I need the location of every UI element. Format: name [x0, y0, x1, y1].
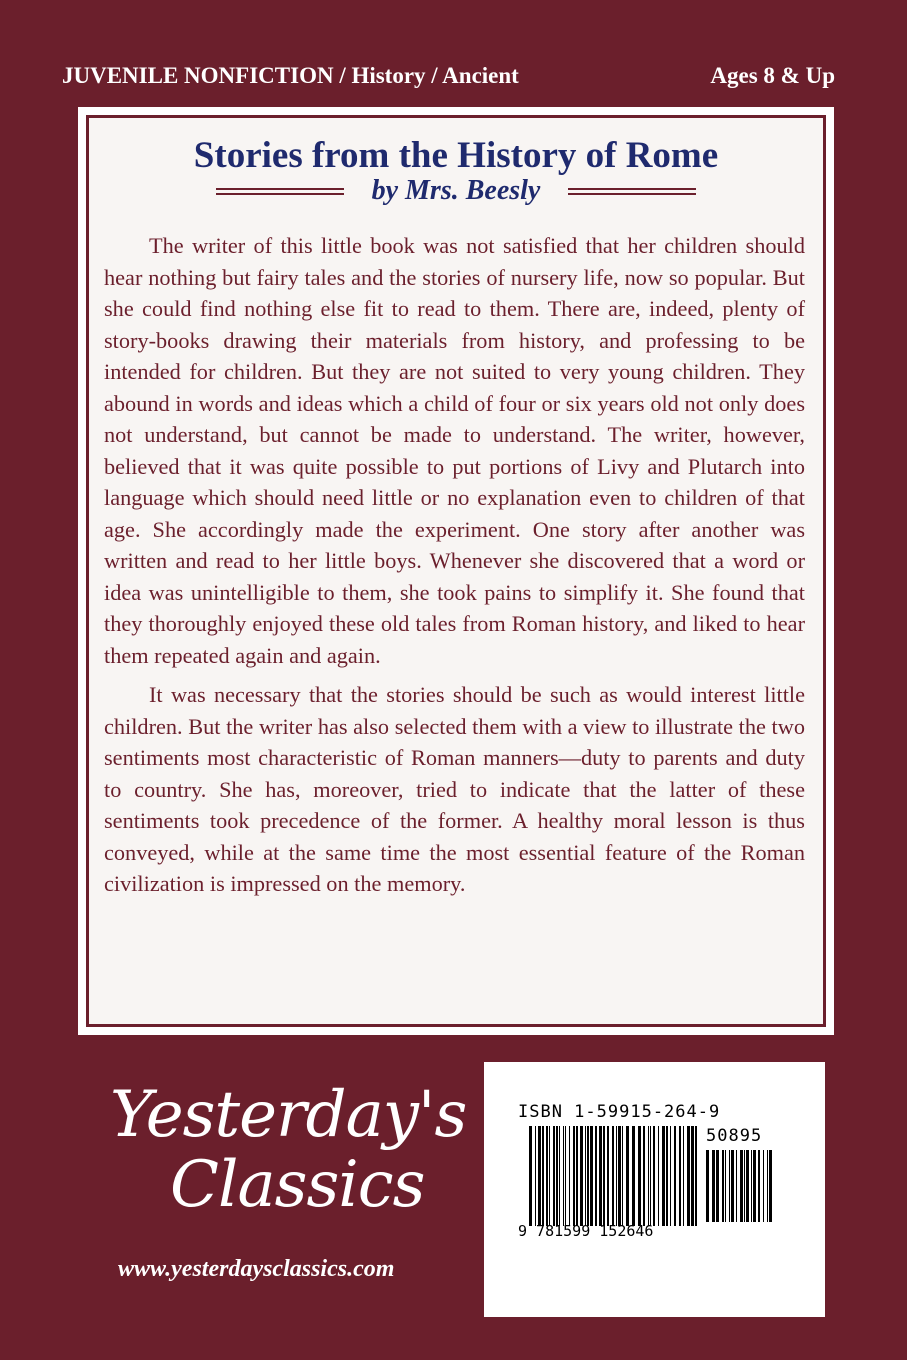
barcode-bar	[763, 1150, 764, 1222]
barcode-bar	[731, 1150, 734, 1222]
publisher-name-line2: Classics	[170, 1148, 425, 1222]
barcode-bar	[559, 1126, 560, 1226]
book-title: Stories from the History of Rome	[193, 135, 719, 176]
barcode-bar	[538, 1126, 541, 1226]
barcode-bar	[744, 1150, 745, 1222]
publisher-name-line1: Yesterday's	[110, 1078, 467, 1152]
barcode-bar	[535, 1126, 536, 1226]
description-text	[104, 230, 805, 908]
barcode-bar	[666, 1126, 668, 1226]
publisher-logo	[110, 1078, 467, 1222]
barcode-bar	[658, 1126, 659, 1226]
barcode-bar	[612, 1126, 614, 1226]
barcode-bar	[662, 1126, 665, 1226]
barcode-bar	[674, 1126, 676, 1226]
barcode-bar	[691, 1126, 694, 1226]
barcode-bar	[556, 1126, 558, 1226]
top-bar	[62, 56, 835, 96]
barcode-bar	[563, 1126, 564, 1226]
barcode-bar	[650, 1126, 651, 1226]
barcode-bar	[603, 1126, 605, 1226]
book-author: by Mrs. Beesly	[371, 175, 541, 206]
barcode-bar	[569, 1126, 570, 1226]
barcode-bar	[622, 1126, 623, 1226]
left-ornament-rule	[216, 188, 344, 195]
barcode-bar	[565, 1126, 566, 1226]
barcode-bar	[767, 1150, 768, 1222]
barcode-bar	[626, 1126, 629, 1226]
barcode-bar	[683, 1126, 684, 1226]
barcode-bar	[687, 1126, 690, 1226]
barcode-bar	[585, 1126, 586, 1226]
barcode-bar	[751, 1150, 752, 1222]
barcode-bar	[648, 1126, 649, 1226]
barcode-bar	[706, 1150, 709, 1222]
publisher-url[interactable]: www.yesterdaysclassics.com	[118, 1256, 395, 1282]
price-code: 50895	[706, 1126, 763, 1146]
barcode-bar	[722, 1150, 724, 1222]
paragraph-1: The writer of this little book was not satisfied that her children should hear nothing but fairy tales and the stories of nursery life, now so popular. But she could find nothing else fit to read to them. There are, indeed, plenty of story-books drawing their materials from history, and professing to be intended for children. But they are not suited to very young children. They abound in words and ideas which a child of four or six years old not only does not understand, but cannot be made to understand. The writer, however, believed that it was quite possible to put portions of Livy and Plutarch into language which should need little or no explanation even to children of that age. She accordingly made the experiment. One story after another was written and read to her little boys. Whenever she discovered that a word or idea was unintelligible to them, she took pains to simplify it. She found that they thoroughly enjoyed these old tales from Roman history, and liked to hear them repeated again and again.	[104, 233, 805, 668]
barcode-bar	[616, 1126, 617, 1226]
description-frame	[86, 115, 826, 1027]
author-row	[89, 176, 823, 206]
right-ornament-rule	[568, 188, 696, 195]
barcode-bar	[618, 1126, 621, 1226]
barcode-bar	[590, 1126, 593, 1226]
barcode-bar	[553, 1126, 555, 1226]
barcode-bar	[679, 1126, 681, 1226]
price-barcode-bars	[706, 1150, 774, 1222]
barcode-bar	[716, 1150, 719, 1222]
barcode-bar	[753, 1150, 756, 1222]
barcode-bar	[712, 1150, 715, 1222]
barcode-bar	[599, 1126, 602, 1226]
barcode-bar	[695, 1126, 697, 1226]
barcode-bar	[546, 1126, 548, 1226]
category-label: JUVENILE NONFICTION / History / Ancient	[62, 63, 519, 88]
barcode-bar	[638, 1126, 641, 1226]
barcode-bar	[580, 1126, 583, 1226]
barcode-bar	[542, 1126, 544, 1226]
barcode-bar	[573, 1126, 575, 1226]
barcode-bar	[607, 1126, 609, 1226]
barcode-box	[484, 1062, 825, 1317]
barcode-bar	[725, 1150, 726, 1222]
barcode-bar	[736, 1150, 737, 1222]
ean-text: 9 781599 152646	[518, 1222, 654, 1240]
barcode-bar	[746, 1150, 749, 1222]
barcode-bar	[595, 1126, 597, 1226]
barcode-bar	[587, 1126, 589, 1226]
barcode-bar	[529, 1126, 532, 1226]
barcode-bar	[758, 1150, 760, 1222]
barcode-bar	[740, 1150, 743, 1222]
barcode-bar	[769, 1150, 772, 1222]
barcode-bar	[576, 1126, 578, 1226]
barcode-bar	[632, 1126, 635, 1226]
ean-barcode-bars	[529, 1126, 701, 1226]
barcode-bar	[643, 1126, 645, 1226]
isbn-text: ISBN 1-59915-264-9	[518, 1102, 721, 1122]
age-label: Ages 8 & Up	[710, 63, 835, 88]
barcode-bar	[670, 1126, 671, 1226]
description-panel	[78, 107, 834, 1035]
barcode-bar	[653, 1126, 655, 1226]
barcode-bar	[729, 1150, 730, 1222]
barcode-bar	[549, 1126, 550, 1226]
paragraph-2: It was necessary that the stories should be such as would interest little children. But the writer has also selected them with a view to illustrate the two sentiments most characteristic of Roman manners—duty to parents and duty to country. She has, moreover, tried to indicate that the latter of these sentiments took precedence of the former. A healthy moral lesson is thus conveyed, while at the same time the most essential feature of the Roman civilization is impressed on the memory.	[104, 682, 805, 896]
